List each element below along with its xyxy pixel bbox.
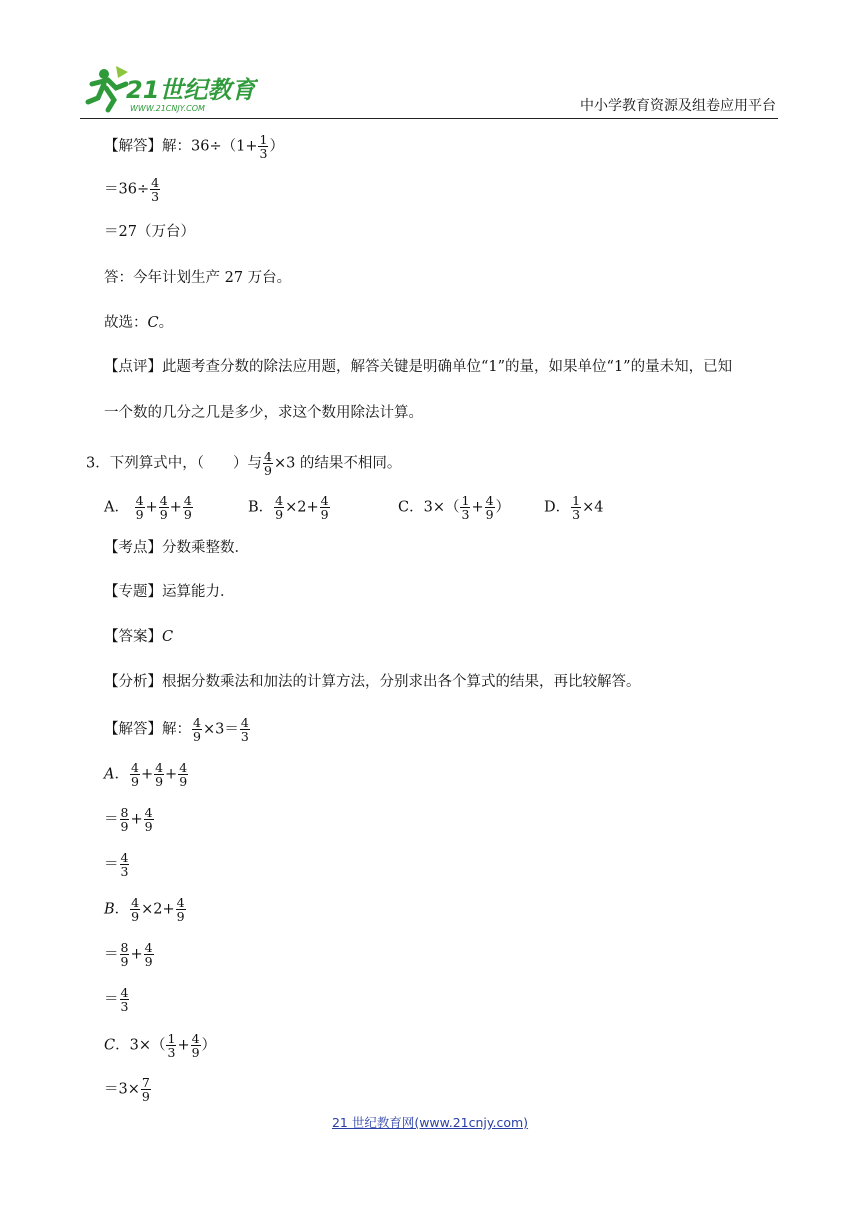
q2-comment-line1: 【点评】此题考查分数的除法应用题，解答关键是明确单位“1”的量，如果单位“1”的量未知，已知 [104,359,733,375]
fraction: $\frac{4}{3}$ [240,715,249,744]
fraction: $\frac{4}{9}$ [485,493,494,522]
fraction: $\frac{4}{9}$ [179,760,188,789]
fraction: $\frac{1}{3}$ [259,132,268,161]
fraction: $\frac{4}{9}$ [191,1031,200,1060]
q2-solution-line2: ＝36÷ $\frac{4}{3}$ [104,175,160,204]
footer-link[interactable]: 21 世纪教育网(www.21cnjy.com) [331,1115,529,1130]
fraction: $\frac{4}{9}$ [135,493,144,522]
runner-icon [88,66,128,110]
fraction: $\frac{1}{3}$ [461,493,470,522]
q3-zhuanti: 【专题】运算能力． [104,584,235,600]
q3-analysis: 【分析】根据分数乘法和加法的计算方法，分别求出各个算式的结果，再比较解答。 [104,674,641,690]
fraction: $\frac{4}{9}$ [275,493,284,522]
q2-comment-line2: 一个数的几分之几是多少，求这个数用除法计算。 [104,405,423,421]
logo-url: WWW.21CNJY.COM [130,104,205,113]
q3-solution-a-line3: ＝ $\frac{4}{3}$ [104,850,129,879]
fraction: $\frac{7}{9}$ [141,1075,150,1104]
q3-option-a: A． $\frac{4}{9}$ + $\frac{4}{9}$ + $\frac{4}{9}$ [104,493,192,522]
logo-text: 21世纪教育 [126,76,256,104]
q2-solution-line3: ＝27（万台） [104,224,195,240]
fraction: $\frac{1}{3}$ [572,493,581,522]
q3-solution-b-line2: ＝ $\frac{8}{9}$ + $\frac{4}{9}$ [104,940,153,969]
fraction: $\frac{4}{9}$ [320,493,329,522]
q3-option-c: C．3×（ $\frac{1}{3}$ + $\frac{4}{9}$ ） [398,493,511,522]
fraction: $\frac{8}{9}$ [120,805,129,834]
q3-solution-c-line2: ＝3× $\frac{7}{9}$ [104,1075,150,1104]
fraction: $\frac{4}{9}$ [131,895,140,924]
q3-solution-a-line2: ＝ $\frac{8}{9}$ + $\frac{4}{9}$ [104,805,153,834]
q3-kaodian: 【考点】分数乘整数． [104,540,249,556]
q3-answer: 【答案】C [104,629,174,645]
q3-solution-head: 【解答】解： $\frac{4}{9}$ ×3＝ $\frac{4}{3}$ [104,715,249,744]
q2-solution-line1: 【解答】解：36÷（1+ $\frac{1}{3}$ ） [104,132,284,161]
fraction: $\frac{4}{3}$ [151,175,160,204]
q3-solution-b-line1: B． $\frac{4}{9}$ ×2+ $\frac{4}{9}$ [104,895,185,924]
fraction: $\frac{4}{9}$ [183,493,192,522]
fraction: $\frac{4}{9}$ [159,493,168,522]
fraction: $\frac{4}{9}$ [176,895,185,924]
fraction: $\frac{4}{3}$ [120,850,129,879]
fraction: $\frac{4}{9}$ [144,940,153,969]
fraction: $\frac{4}{9}$ [263,449,272,478]
header-title: 中小学教育资源及组卷应用平台 [580,98,776,114]
q2-answer: 答：今年计划生产 27 万台。 [104,270,292,286]
q3-solution-b-line3: ＝ $\frac{4}{3}$ [104,985,129,1014]
q3-solution-a-line1: A． $\frac{4}{9}$ + $\frac{4}{9}$ + $\frac{4}{9}$ [104,760,188,789]
fraction: $\frac{1}{3}$ [167,1031,176,1060]
q3-option-b: B． $\frac{4}{9}$ ×2+ $\frac{4}{9}$ [248,493,329,522]
q2-choice: 故选：C。 [104,315,174,331]
header-divider [80,118,778,119]
q3-stem: 3．下列算式中，（ ）与 $\frac{4}{9}$ ×3 的结果不相同。 [86,449,402,478]
site-logo [78,58,258,118]
fraction: $\frac{4}{9}$ [155,760,164,789]
fraction: $\frac{4}{9}$ [130,760,139,789]
fraction: $\frac{4}{3}$ [120,985,129,1014]
fraction: $\frac{4}{9}$ [144,805,153,834]
q3-option-d: D． $\frac{1}{3}$ ×4 [544,493,604,522]
fraction: $\frac{8}{9}$ [120,940,129,969]
q3-solution-c-line1: C．3×（ $\frac{1}{3}$ + $\frac{4}{9}$ ） [104,1031,217,1060]
fraction: $\frac{4}{9}$ [193,715,201,744]
